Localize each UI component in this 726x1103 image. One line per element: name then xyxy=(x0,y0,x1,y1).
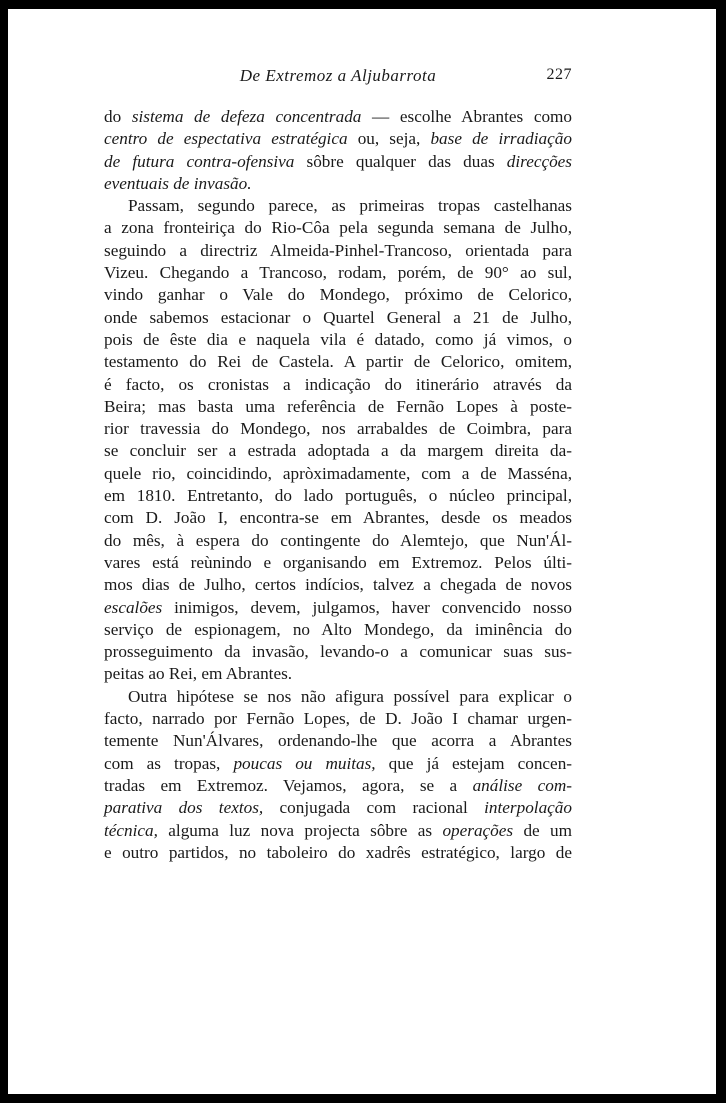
text-line xyxy=(104,708,572,730)
text-run: peitas ao Rei, em Abrantes. xyxy=(104,664,293,684)
italic-run: centro de espectativa estratégica xyxy=(104,129,348,149)
text-run: rior travessia do Mondego, nos arrabaldes de Coimbra, para xyxy=(104,419,572,439)
text-run: a zona fronteiriça do Rio-Côa pela segunda semana de Julho, xyxy=(104,218,572,238)
text-run: Vizeu. Chegando a Trancoso, rodam, porém, de 90° ao sul, xyxy=(104,263,572,283)
text-run: alguma luz nova projecta sôbre as xyxy=(157,820,443,840)
text-run: serviço de espionagem, no Alto Mondego, da iminência do xyxy=(104,619,572,639)
italic-run: parativa dos textos, xyxy=(104,798,264,818)
text-line xyxy=(104,530,572,552)
italic-run: operações xyxy=(442,820,514,840)
text-line xyxy=(104,574,572,596)
text-line xyxy=(104,418,572,440)
text-line xyxy=(104,329,572,351)
text-run: inimigos, devem, julgamos, haver convencido nosso xyxy=(162,597,572,617)
text-line xyxy=(104,240,572,262)
text-run: Beira; mas basta uma referência de Fernão Lopes à poste- xyxy=(104,396,572,416)
text-run: Outra hipótese se nos não afigura possível para explicar o xyxy=(128,686,572,706)
text-run: sôbre qualquer das duas xyxy=(294,151,507,171)
text-line xyxy=(104,641,572,663)
text-line xyxy=(104,686,572,708)
text-line xyxy=(104,485,572,507)
text-line xyxy=(104,663,572,685)
running-header xyxy=(104,66,572,90)
italic-run: eventuais de invasão. xyxy=(104,173,252,193)
text-line xyxy=(104,842,572,864)
text-run: do xyxy=(104,107,132,126)
italic-run: técnica, xyxy=(104,820,158,840)
text-line xyxy=(104,195,572,217)
text-line xyxy=(104,217,572,239)
text-run: — escolhe Abrantes como xyxy=(361,107,573,126)
text-run: prosseguimento da invasão, levando-o a comunicar suas sus- xyxy=(104,642,572,662)
text-run: em 1810. Entretanto, do lado português, o núcleo principal, xyxy=(104,486,572,506)
text-run: temente Nun'Álvares, ordenando-lhe que acorra a Abrantes xyxy=(104,731,572,751)
italic-run: direcções xyxy=(506,151,572,171)
page-number: 227 xyxy=(546,66,572,83)
text-run: Passam, segundo parece, as primeiras tropas castelhanas xyxy=(128,196,572,216)
text-run: testamento do Rei de Castela. A partir de Celorico, omitem, xyxy=(104,352,572,372)
scan-border-bottom xyxy=(0,1094,726,1103)
text-line xyxy=(104,151,572,173)
text-run: onde sabemos estacionar o Quartel General a 21 de Julho, xyxy=(104,307,572,327)
text-line xyxy=(104,753,572,775)
text-line xyxy=(104,351,572,373)
text-run: e outro partidos, no taboleiro do xadrês estratégico, largo de xyxy=(104,842,572,862)
text-line xyxy=(104,173,572,195)
body-text xyxy=(104,106,572,864)
text-line xyxy=(104,463,572,485)
text-run: do mês, à espera do contingente do Alemtejo, que Nun'Ál- xyxy=(104,530,572,550)
text-run: com D. João I, encontra-se em Abrantes, desde os meados xyxy=(104,508,572,528)
text-line xyxy=(104,552,572,574)
italic-run: sistema de defeza concentrada xyxy=(131,107,362,126)
text-run: que já estejam concen- xyxy=(375,753,573,773)
text-line xyxy=(104,262,572,284)
paragraph xyxy=(104,686,572,864)
italic-run: interpolação xyxy=(484,798,572,818)
paragraph xyxy=(104,195,572,686)
italic-run: escalões xyxy=(104,597,163,617)
scan-border-left xyxy=(0,0,8,1103)
text-run: vindo ganhar o Vale do Mondego, próximo de Celorico, xyxy=(104,285,572,305)
text-run: ou, seja, xyxy=(347,129,431,149)
text-run: conjugada com racional xyxy=(263,798,485,818)
italic-run: poucas ou muitas, xyxy=(233,753,376,773)
text-line xyxy=(104,797,572,819)
text-run: pois de êste dia e naquela vila é datado, como já vimos, o xyxy=(104,329,572,349)
paragraph xyxy=(104,106,572,195)
text-line xyxy=(104,820,572,842)
text-line xyxy=(104,396,572,418)
text-run: mos dias de Julho, certos indícios, talvez a chegada de novos xyxy=(104,575,572,595)
text-line xyxy=(104,730,572,752)
text-run: quele rio, coincidindo, apròximadamente, com a de Masséna, xyxy=(104,463,572,483)
italic-run: base de irradiação xyxy=(430,129,572,149)
text-run: é facto, os cronistas a indicação do itinerário através da xyxy=(104,374,572,394)
text-run: tradas em Extremoz. Vejamos, agora, se a xyxy=(104,775,473,795)
text-run: facto, narrado por Fernão Lopes, de D. João I chamar urgen- xyxy=(104,709,572,729)
running-title: De Extremoz a Aljubarrota xyxy=(239,66,437,85)
text-run: vares está reùnindo e organisando em Extremoz. Pelos últi- xyxy=(104,552,572,572)
text-line xyxy=(104,440,572,462)
text-line xyxy=(104,106,572,128)
text-line xyxy=(104,597,572,619)
scan-border-top xyxy=(0,0,726,9)
text-line xyxy=(104,307,572,329)
text-run: se concluir ser a estrada adoptada a da margem direita da- xyxy=(104,441,572,461)
text-line xyxy=(104,619,572,641)
text-line xyxy=(104,128,572,150)
text-line xyxy=(104,374,572,396)
italic-run: análise com- xyxy=(472,775,572,795)
text-run: seguindo a directriz Almeida-Pinhel-Trancoso, orientada para xyxy=(104,240,572,260)
scan-border-right xyxy=(716,0,726,1103)
text-line xyxy=(104,775,572,797)
italic-run: de futura contra-ofensiva xyxy=(104,151,295,171)
text-line xyxy=(104,284,572,306)
text-line xyxy=(104,507,572,529)
text-run: com as tropas, xyxy=(104,753,234,773)
text-run: de um xyxy=(513,820,573,840)
